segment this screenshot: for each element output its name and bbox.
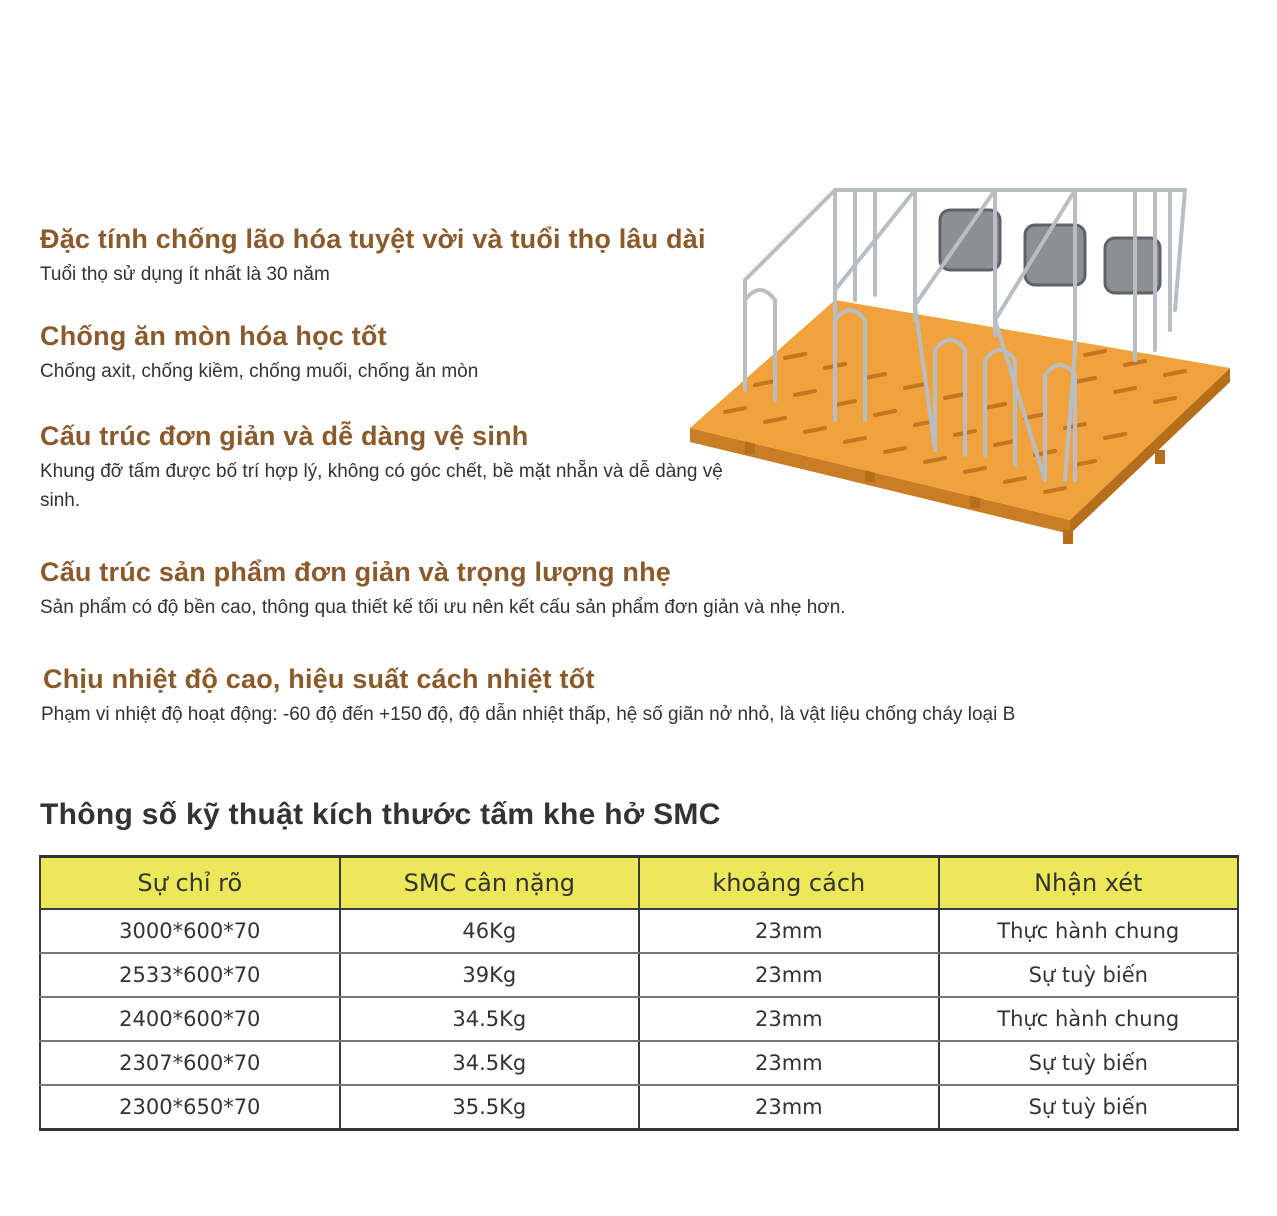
table-row: [40, 909, 1238, 953]
cell-weight: 39Kg: [340, 953, 639, 997]
cell-weight: 34.5Kg: [340, 1041, 639, 1085]
cell-remark: Sự tuỳ biến: [939, 1085, 1238, 1130]
cell-gap: 23mm: [639, 997, 938, 1041]
cell-specification: 2400*600*70: [40, 997, 340, 1041]
cell-specification: 2300*650*70: [40, 1085, 340, 1130]
feature-lightweight: [40, 555, 846, 622]
feature-easy-cleaning: [40, 419, 760, 515]
feature-aging-resistance: [40, 222, 706, 289]
cell-gap: 23mm: [639, 1041, 938, 1085]
cell-gap: 23mm: [639, 1085, 938, 1130]
cell-specification: 2307*600*70: [40, 1041, 340, 1085]
cell-remark: Sự tuỳ biến: [939, 1041, 1238, 1085]
feature-title: Cấu trúc sản phẩm đơn giản và trọng lượng nhẹ: [40, 557, 671, 587]
feature-description: Phạm vi nhiệt độ hoạt động: -60 độ đến +150 độ, độ dẫn nhiệt thấp, hệ số giãn nở nhỏ, là vật liệu chống cháy loại B: [41, 704, 1016, 725]
spec-table: [39, 855, 1239, 1131]
feature-description: Chống axit, chống kiềm, chống muối, chống ăn mòn: [40, 361, 479, 382]
cell-gap: 23mm: [639, 953, 938, 997]
spec-table-title: Thông số kỹ thuật kích thước tấm khe hở SMC: [40, 798, 721, 831]
header-remark: Nhận xét: [939, 857, 1238, 910]
table-row: [40, 953, 1238, 997]
cell-weight: 46Kg: [340, 909, 639, 953]
feature-description: Sản phẩm có độ bền cao, thông qua thiết kế tối ưu nên kết cấu sản phẩm đơn giản và nhẹ hơn.: [40, 597, 846, 618]
header-specification: Sự chỉ rõ: [40, 857, 340, 910]
table-row: [40, 997, 1238, 1041]
feature-title: Đặc tính chống lão hóa tuyệt vời và tuổi thọ lâu dài: [40, 224, 706, 254]
cell-weight: 35.5Kg: [340, 1085, 639, 1130]
farrowing-crate-illustration: [685, 150, 1235, 550]
cell-remark: Sự tuỳ biến: [939, 953, 1238, 997]
cell-remark: Thực hành chung: [939, 997, 1238, 1041]
cell-remark: Thực hành chung: [939, 909, 1238, 953]
feature-title: Cấu trúc đơn giản và dễ dàng vệ sinh: [40, 421, 529, 451]
cell-weight: 34.5Kg: [340, 997, 639, 1041]
table-row: [40, 1085, 1238, 1130]
feature-heat-resistance: [43, 662, 1015, 729]
table-row: [40, 1041, 1238, 1085]
feature-description: Khung đỡ tấm được bố trí hợp lý, không có góc chết, bề mặt nhẵn và dễ dàng vệ sinh.: [40, 461, 723, 511]
feature-description: Tuổi thọ sử dụng ít nhất là 30 năm: [40, 264, 330, 285]
cell-specification: 3000*600*70: [40, 909, 340, 953]
header-weight: SMC cân nặng: [340, 857, 639, 910]
cell-specification: 2533*600*70: [40, 953, 340, 997]
feature-title: Chịu nhiệt độ cao, hiệu suất cách nhiệt tốt: [43, 664, 595, 694]
cell-gap: 23mm: [639, 909, 938, 953]
table-header-row: [40, 857, 1238, 910]
feature-title: Chống ăn mòn hóa học tốt: [40, 321, 387, 351]
header-gap: khoảng cách: [639, 857, 938, 910]
feature-corrosion-resistance: [40, 319, 478, 386]
